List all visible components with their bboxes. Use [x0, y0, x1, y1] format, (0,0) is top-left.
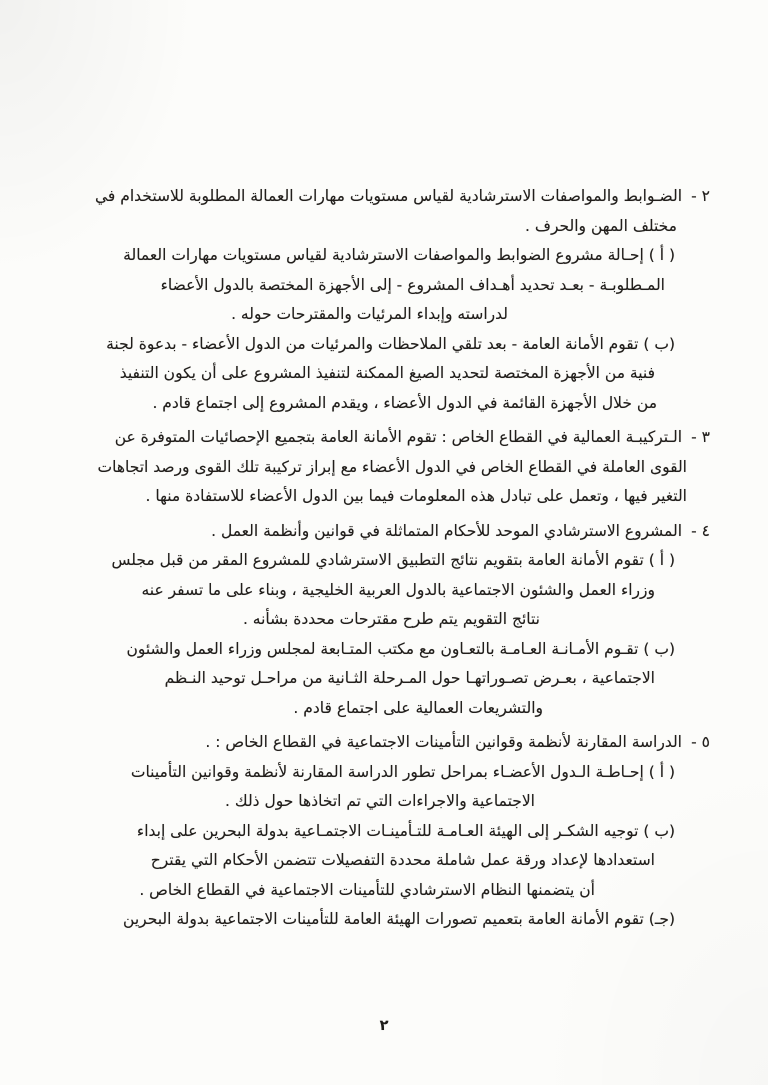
document-line: مختلف المهن والحرف . — [525, 216, 677, 235]
document-line: الضـوابط والمواصفات الاسترشادية لقياس مستويات مهارات العمالة المطلوبة للاستخدام في ٢ - — [40, 182, 682, 212]
item-number: ٥ - — [691, 733, 710, 751]
document-line: (جـ) تقوم الأمانة العامة بتعميم تصورات الهيئة العامة للتأمينات الاجتماعية بدولة البحرين — [123, 910, 675, 928]
document-line: ( أ ) تقوم الأمانة العامة بتقويم نتائج التطبيق الاسترشادي للمشروع المقر من قبل مجلس — [111, 551, 675, 569]
document-line: الاجتماعية والاجراءات التي تم اتخاذها حول ذلك . — [225, 792, 535, 810]
document-line: (ب ) تقـوم الأمـانـة العـامـة بالتعـاون مع مكتب المتـابعة لمجلس وزراء العمل والشئون — [126, 639, 675, 658]
document-line: فنية من الأجهزة المختصة لتحديد الصيغ الممكنة لتنفيذ المشروع على أن يكون التنفيذ — [119, 364, 655, 382]
item-number: ٢ - — [691, 187, 710, 205]
document-body — [40, 182, 712, 935]
document-line: المـطلوبـة - بعـد تحديد أهـداف المشروع - إلى الأجهزة المختصة بالدول الأعضاء — [160, 275, 665, 294]
item-number: ٣ - — [691, 428, 710, 446]
document-line: وزراء العمل والشئون الاجتماعية بالدول العربية الخليجية ، وبناء على ما تسفر عنه — [141, 580, 655, 599]
document-line: لدراسته وإبداء المرئيات والمقترحات حوله . — [231, 305, 508, 323]
page-number: ٢ — [379, 1018, 389, 1034]
document-line: ( أ ) إحـاطـة الـدول الأعضـاء بمراحل تطور الدراسة المقارنة لأنظمة وقوانين التأمينات — [130, 762, 675, 781]
document-line: (ب ) توجيه الشكـر إلى الهيئة العـامـة للتـأمينـات الاجتمـاعية بدولة البحرين على إبداء — [136, 821, 675, 840]
document-line: الـتركيبـة العمالية في القطاع الخاص : تقوم الأمانة العامة بتجميع الإحصائيات المتوفرة عن ٣ - — [40, 423, 682, 453]
document-line: ( أ ) إحـالة مشروع الضوابط والمواصفات الاسترشادية لقياس مستويات مهارات العمالة — [123, 246, 675, 264]
item-number: ٤ - — [691, 521, 710, 540]
document-line: من خلال الأجهزة القائمة في الدول الأعضاء ، ويقدم المشروع إلى اجتماع قادم . — [152, 393, 657, 412]
document-line: التغير فيها ، وتعمل على تبادل هذه المعلومات فيما بين الدول الأعضاء للاستفادة منها . — [145, 487, 687, 505]
document-line: (ب ) تقوم الأمانة العامة - بعد تلقي الملاحظات والمرئيات من الدول الأعضاء - بدعوة لجنة — [106, 334, 675, 353]
document-line: أن يتضمنها النظام الاسترشادي للتأمينات الاجتماعية في القطاع الخاص . — [139, 880, 595, 899]
document-line: الدراسة المقارنة لأنظمة وقوانين التأمينات الاجتماعية في القطاع الخاص : . ٥ - — [40, 728, 682, 758]
document-line: نتائج التقويم يتم طرح مقترحات محددة بشأنه . — [242, 610, 540, 628]
document-line: القوى العاملة في القطاع الخاص في الدول الأعضاء مع إبراز تركيبة تلك القوى ورصد اتجاهات — [97, 457, 687, 476]
document-line: المشروع الاسترشادي الموحد للأحكام المتماثلة في قوانين وأنظمة العمل . ٤ - — [40, 517, 682, 547]
document-line: والتشريعات العمالية على اجتماع قادم . — [293, 698, 543, 717]
document-line: استعدادها لإعداد ورقة عمل شاملة محددة التفصيلات تتضمن الأحكام التي يقترح — [150, 851, 655, 869]
document-line: الاجتماعية ، بعـرض تصـوراتهـا حول المـرحلة الثـانية من مراحـل توحيد النـظم — [164, 669, 655, 687]
